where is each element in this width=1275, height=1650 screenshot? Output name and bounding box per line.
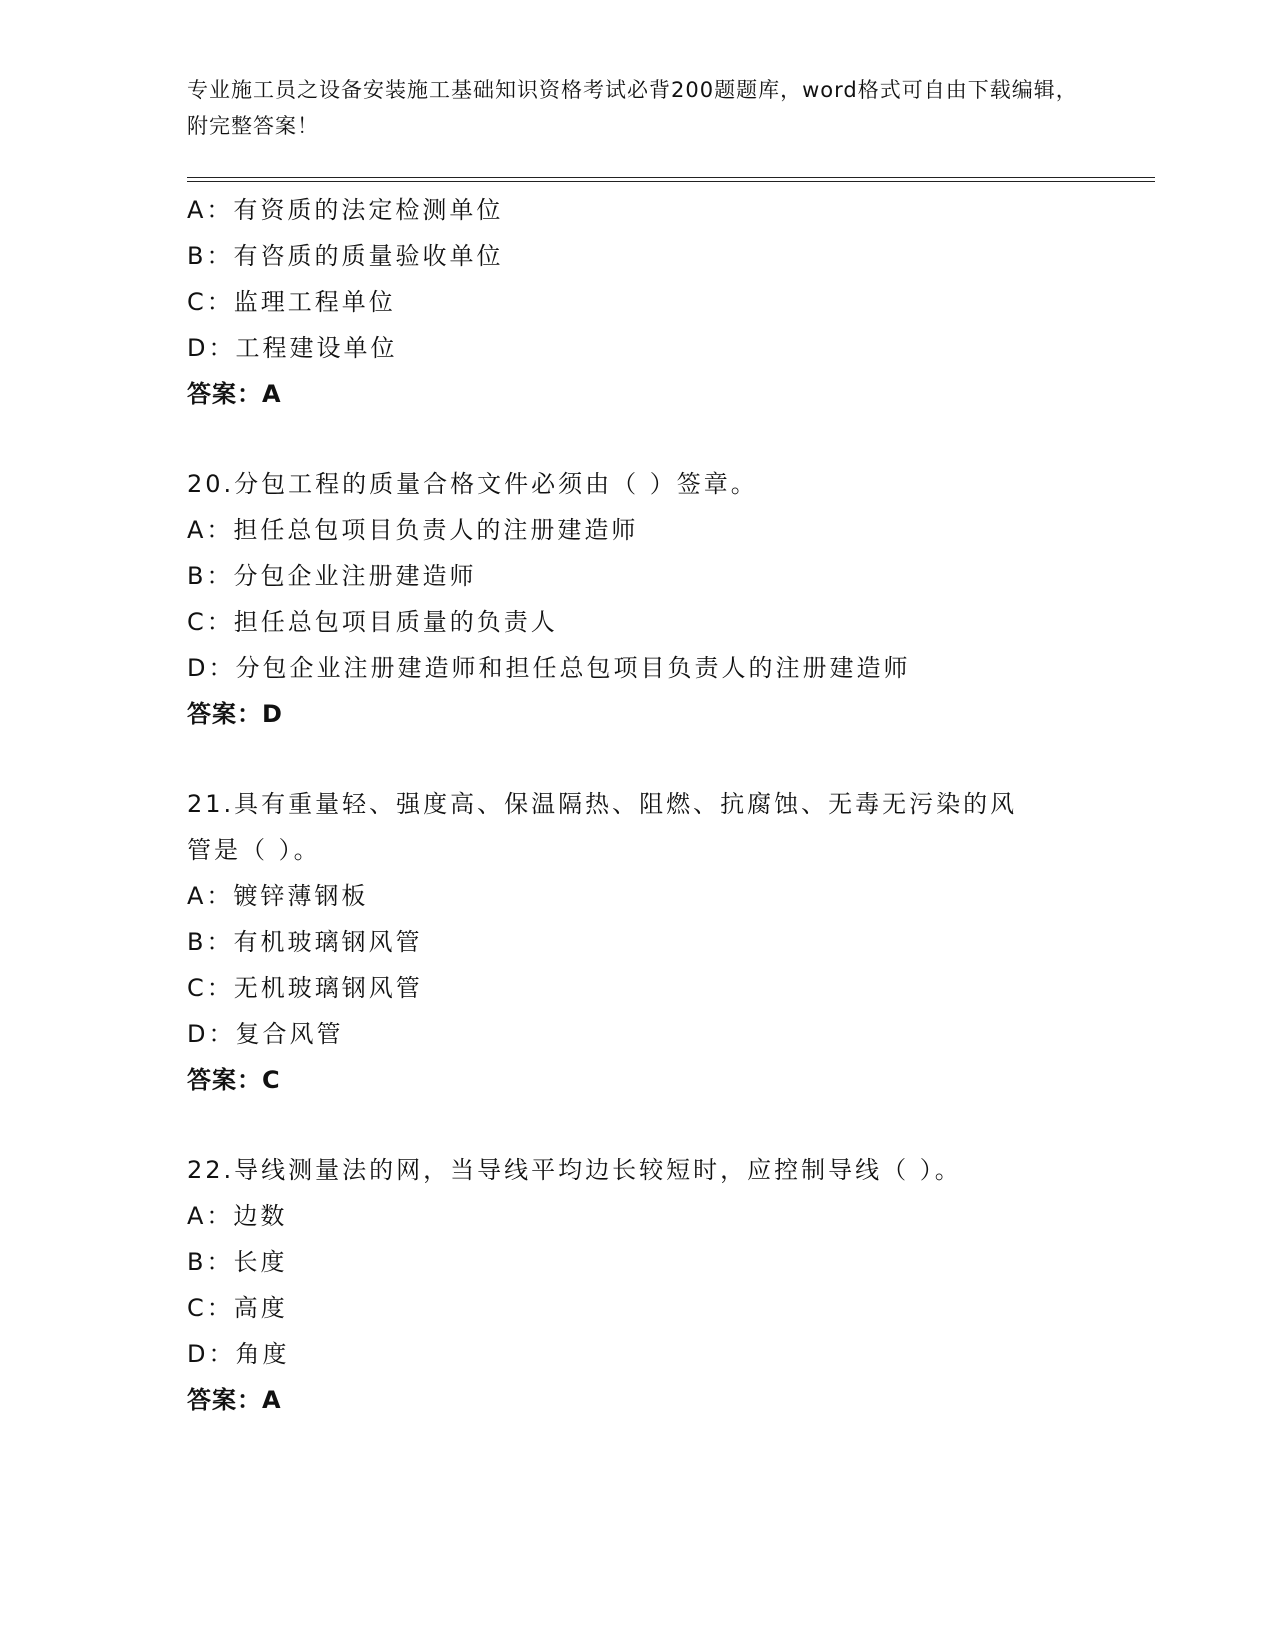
option-b: B：长度	[187, 1248, 288, 1276]
question-20	[187, 461, 1087, 737]
question-stem-line-2: 管是（ ）。	[187, 836, 321, 864]
document-title: 专业施工员之设备安装施工基础知识资格考试必背200题题库，word格式可自由下载编辑，附完整答案！	[187, 78, 1078, 138]
question-stem: 20.分包工程的质量合格文件必须由（ ）签章。	[187, 470, 758, 498]
question-stem-line-1: 21.具有重量轻、强度高、保温隔热、阻燃、抗腐蚀、无毒无污染的风	[187, 790, 1018, 818]
answer: 答案：D	[187, 700, 283, 728]
answer: 答案：C	[187, 1066, 281, 1094]
option-a: A：担任总包项目负责人的注册建造师	[187, 516, 639, 544]
option-c: C：担任总包项目质量的负责人	[187, 608, 558, 636]
option-c: C：高度	[187, 1294, 288, 1322]
option-a: A：有资质的法定检测单位	[187, 196, 504, 224]
question-19	[187, 187, 1087, 417]
title-rule-top	[187, 177, 1155, 178]
question-gap	[187, 737, 1087, 781]
question-stem: 22.导线测量法的网，当导线平均边长较短时，应控制导线（ ）。	[187, 1156, 962, 1184]
answer: 答案：A	[187, 380, 282, 408]
answer: 答案：A	[187, 1386, 282, 1414]
option-a: A：边数	[187, 1202, 288, 1230]
option-c: C：无机玻璃钢风管	[187, 974, 423, 1002]
option-d: D：分包企业注册建造师和担任总包项目负责人的注册建造师	[187, 654, 911, 682]
option-d: D：角度	[187, 1340, 290, 1368]
question-gap	[187, 417, 1087, 461]
option-b: B：有咨质的质量验收单位	[187, 242, 504, 270]
option-d: D：复合风管	[187, 1020, 344, 1048]
option-d: D：工程建设单位	[187, 334, 398, 362]
option-a: A：镀锌薄钢板	[187, 882, 369, 910]
question-21	[187, 781, 1087, 1103]
question-gap	[187, 1103, 1087, 1147]
option-b: B：分包企业注册建造师	[187, 562, 477, 590]
option-c: C：监理工程单位	[187, 288, 396, 316]
title-rule-bottom	[187, 181, 1155, 182]
question-list	[187, 187, 1087, 1423]
option-b: B：有机玻璃钢风管	[187, 928, 423, 956]
question-22	[187, 1147, 1087, 1423]
